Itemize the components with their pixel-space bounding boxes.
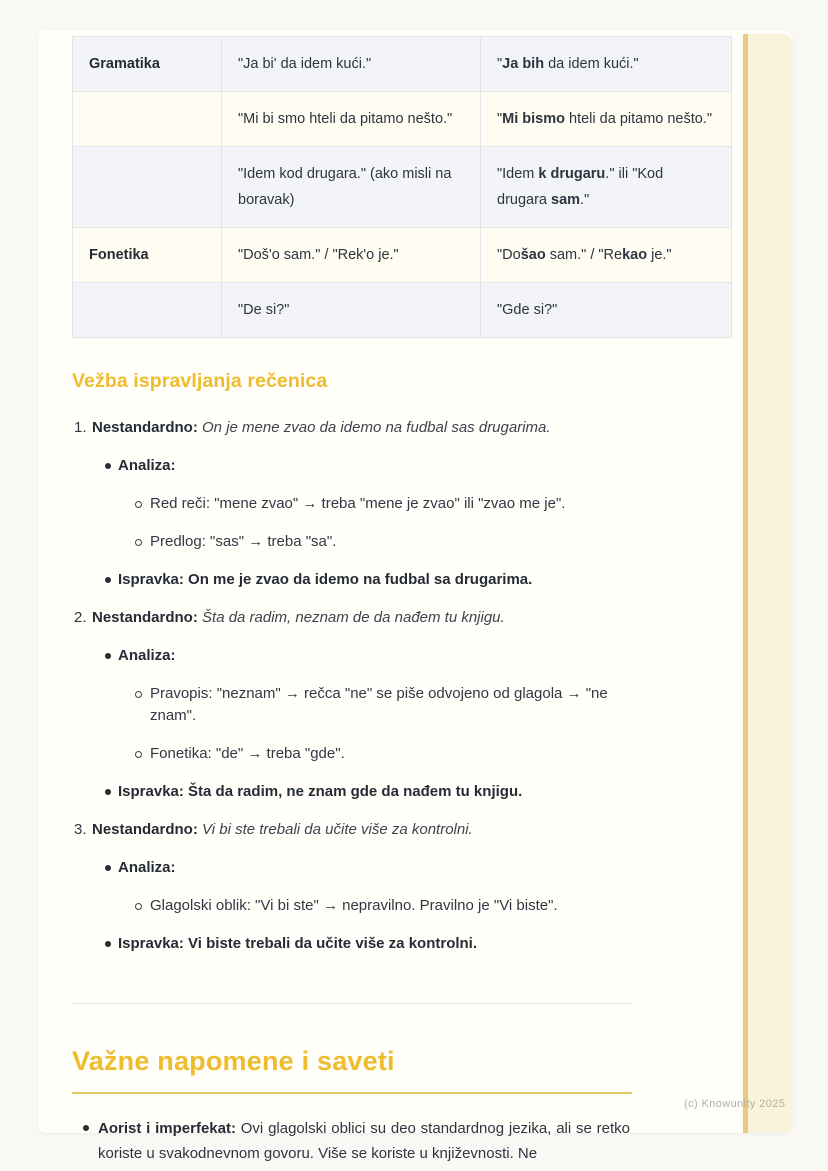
circle-bullet-icon: [134, 493, 150, 515]
list-number: 1.: [74, 419, 87, 436]
analysis-label: Analiza:: [118, 647, 176, 664]
table-cell-category: [73, 283, 222, 338]
table-cell-category: [73, 92, 222, 147]
table-row: [73, 147, 732, 228]
fix-line: [72, 781, 632, 803]
exercise-item: [72, 607, 632, 803]
analysis-point: Red reči: "mene zvao" → treba "mene je zvao" ili "zvao me je".: [72, 493, 632, 515]
table-row: [73, 283, 732, 338]
list-number: 3.: [74, 821, 87, 838]
exercise-item: [72, 417, 632, 591]
section-divider: [72, 1003, 632, 1004]
table-row: [73, 37, 732, 92]
bullet-icon: [104, 781, 118, 803]
bullet-icon: [104, 569, 118, 591]
comparison-table: [72, 36, 732, 338]
fix-text: Ispravka: Šta da radim, ne znam gde da nađem tu knjigu.: [118, 783, 523, 800]
table-row: [73, 92, 732, 147]
note-item: [72, 1116, 632, 1166]
analysis-label: Analiza:: [118, 859, 176, 876]
circle-bullet-icon: [134, 531, 150, 553]
table-cell-standard: "Ja bih da idem kući.": [481, 37, 732, 92]
analysis-point: Pravopis: "neznam" → rečca "ne" se piše odvojeno od glagola → "ne znam".: [72, 683, 632, 727]
table-cell-standard: "Došao sam." / "Rekao je.": [481, 228, 732, 283]
fix-text: Ispravka: Vi biste trebali da učite više za kontrolni.: [118, 935, 478, 952]
section-heading-notes: Važne napomene i saveti: [72, 1046, 395, 1076]
copyright-watermark: (c) Knowunity 2025: [684, 1098, 786, 1110]
nonstandard-sentence: Vi bi ste trebali da učite više za kontrolni.: [202, 821, 473, 838]
nonstandard-label: Nestandardno:: [92, 419, 198, 436]
fix-line: [72, 569, 632, 591]
analysis-point: Glagolski oblik: "Vi bi ste" → nepravilno. Pravilno je "Vi biste".: [72, 895, 632, 917]
fix-text: Ispravka: On me je zvao da idemo na fudbal sa drugarima.: [118, 571, 533, 588]
page-edge-ribbon: [743, 34, 792, 1133]
table-cell-standard: "Idem k drugaru." ili "Kod drugara sam.": [481, 147, 732, 228]
table-cell-nonstandard: "De si?": [222, 283, 481, 338]
nonstandard-label: Nestandardno:: [92, 609, 198, 626]
analysis-line: [72, 645, 632, 667]
table-cell-category: Fonetika: [73, 228, 222, 283]
bullet-icon: [104, 933, 118, 955]
heading-underline: [72, 1092, 632, 1094]
bullet-icon: [82, 1116, 98, 1166]
page-card: [38, 30, 792, 1162]
circle-bullet-icon: [134, 683, 150, 727]
table-cell-nonstandard: "Doš'o sam." / "Rek'o je.": [222, 228, 481, 283]
table-cell-category: Gramatika: [73, 37, 222, 92]
bullet-icon: [104, 645, 118, 667]
exercise-list: [72, 417, 632, 955]
analysis-label: Analiza:: [118, 457, 176, 474]
table-row: [73, 228, 732, 283]
table-cell-standard: "Mi bismo hteli da pitamo nešto.": [481, 92, 732, 147]
table-cell-standard: "Gde si?": [481, 283, 732, 338]
exercise-item: [72, 819, 632, 955]
analysis-line: [72, 857, 632, 879]
nonstandard-sentence: On je mene zvao da idemo na fudbal sas drugarima.: [202, 419, 551, 436]
circle-bullet-icon: [134, 743, 150, 765]
table-cell-nonstandard: "Ja bi' da idem kući.": [222, 37, 481, 92]
bullet-icon: [104, 857, 118, 879]
bullet-icon: [104, 455, 118, 477]
table-cell-nonstandard: "Idem kod drugara." (ako misli na boravak): [222, 147, 481, 228]
nonstandard-sentence-line: [72, 607, 632, 629]
nonstandard-sentence-line: [72, 417, 632, 439]
circle-bullet-icon: [134, 895, 150, 917]
list-number: 2.: [74, 609, 87, 626]
nonstandard-sentence-line: [72, 819, 632, 841]
analysis-line: [72, 455, 632, 477]
table-cell-category: [73, 147, 222, 228]
section-heading-exercise: Vežba ispravljanja rečenica: [72, 370, 328, 392]
nonstandard-label: Nestandardno:: [92, 821, 198, 838]
fix-line: [72, 933, 632, 955]
page-content: [38, 30, 713, 1166]
nonstandard-sentence: Šta da radim, neznam de da nađem tu knjigu.: [202, 609, 505, 626]
analysis-point: Predlog: "sas" → treba "sa".: [72, 531, 632, 553]
analysis-point: Fonetika: "de" → treba "gde".: [72, 743, 632, 765]
table-cell-nonstandard: "Mi bi smo hteli da pitamo nešto.": [222, 92, 481, 147]
note-text: Aorist i imperfekat: Ovi glagolski oblici su deo standardnog jezika, ali se retko koriste u svakodnevnom govoru. Više se koriste u književnosti. Ne: [98, 1120, 630, 1162]
